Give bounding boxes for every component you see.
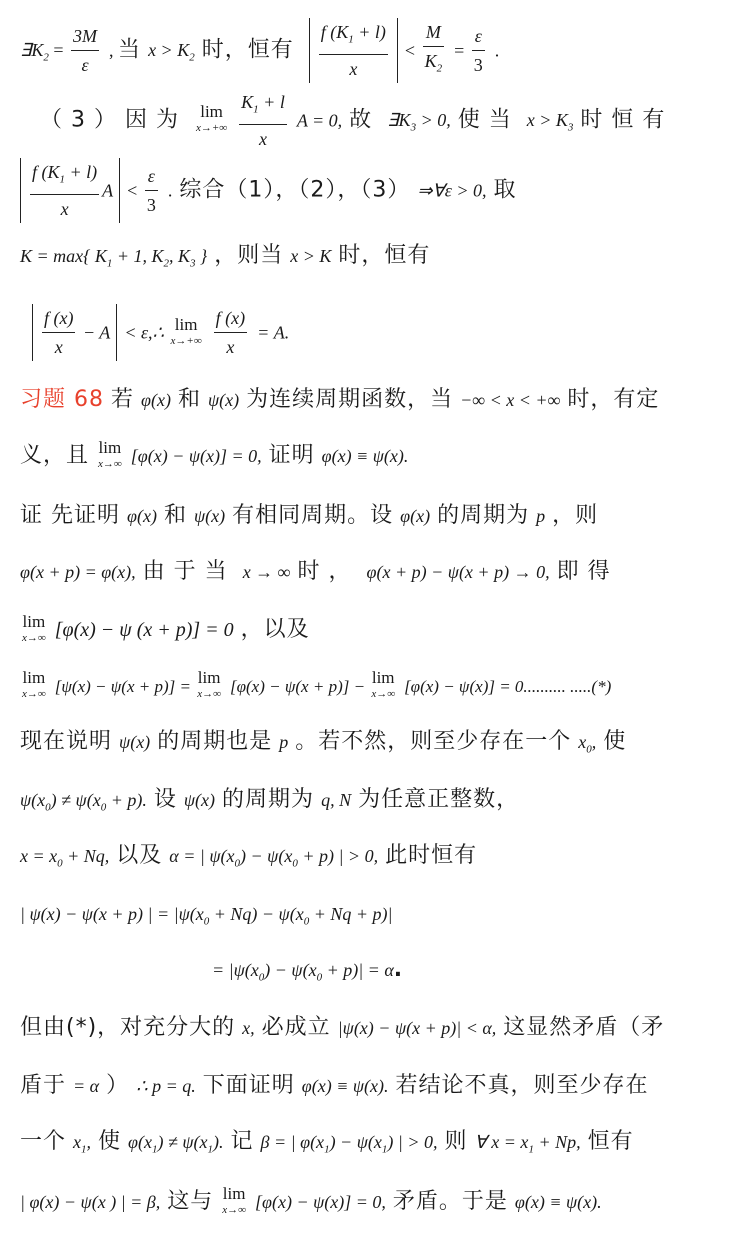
line-6: 习题 68 若 φ(x) 和 ψ(x) 为连续周期函数，当 −∞ < x < +∞ 时，有定	[20, 387, 660, 412]
text: 时恒有	[580, 107, 674, 133]
fraction: $\frac{3M}{\varepsilon}$	[71, 22, 99, 79]
line-17: 但由(*)，对充分大的 x, 必成立 |ψ(x) − ψ(x + p)| < α, 这显然矛盾（矛	[20, 1015, 665, 1040]
text: ，则当	[214, 243, 284, 268]
limit: lim x→+∞	[196, 102, 228, 135]
text: 故	[349, 107, 381, 133]
line-5: $\frac{f (x)}{x}$ − A < ε,∴ lim x→+∞ $\frac{f (x)}{x}$ = A.	[32, 304, 289, 361]
math: $x > K_2$	[148, 40, 195, 64]
line-7: 义，且 lim x→∞ [φ(x) − ψ(x)] = 0, 证明 φ(x) ≡ ψ(x).	[20, 438, 409, 470]
exercise-label: 习题 68	[20, 387, 104, 412]
limit: lim x→+∞	[170, 314, 202, 347]
limit: lim x→∞	[22, 612, 46, 644]
line-14: $x = x_0 + Nq$, 以及 α = | $\psi(x_0) - \psi(x_0 + p)$ | > 0, 此时恒有	[20, 843, 478, 870]
line-12: 现在说明 ψ(x) 的周期也是 p 。若不然，则至少存在一个 $x_0$, 使	[20, 729, 627, 756]
line-4: K = max{ $K_1 + 1$, $K_2$, $K_3$ } ，则当 x > K 时，恒有	[20, 243, 431, 270]
text: 时，恒有	[201, 37, 294, 63]
limit: lim x→∞	[222, 1184, 246, 1216]
text: 取	[493, 177, 517, 203]
line-10: lim x→∞ [φ(x) − ψ (x + p)] = 0 ，以及	[22, 612, 310, 644]
line-15: | ψ(x) − ψ(x + p) | = $|\psi(x_0 + Nq) - \psi(x_0 + Nq + p)|$	[20, 904, 393, 928]
limit: lim x→∞	[371, 668, 396, 700]
math: $\exists K_2$ =	[20, 40, 69, 64]
line-19: 一个 $x_1$, 使 $\varphi(x_1) \ne \psi(x_1)$. 记 β = | $\varphi(x_1) - \psi(x_1)$ | > 0, 则 ∀ $x = x_1 + Np$, 恒有	[20, 1129, 634, 1156]
line-1: $\exists K_2$ = $\frac{3M}{\varepsilon}$ , 当 $x > K_2$ 时，恒有 $\frac{f (K_1 + l)}{x}$ < $\frac{M}{K_2}$ = $\frac{\varepsilon}{3}$ .	[20, 18, 499, 83]
fraction: $\frac{K_1 + l}{x}$	[239, 88, 287, 153]
text: 综合（1），（2），（3）	[179, 177, 411, 203]
limit: lim x→∞	[197, 668, 221, 700]
fraction: $\frac{\varepsilon}{3}$	[472, 22, 485, 79]
limit: lim x→∞	[98, 438, 122, 470]
absolute-value: $\frac{f (K_1 + l)}{x}$	[309, 18, 398, 83]
fraction: $\frac{f (x)}{x}$	[214, 304, 247, 361]
fraction: $\frac{\varepsilon}{3}$	[145, 162, 158, 219]
line-13: $\psi(x_0) \ne \psi(x_0 + p)$. 设 ψ(x) 的周期为 q, N 为任意正整数，	[20, 787, 520, 814]
line-9: φ(x + p) = φ(x), 由于当 x → ∞ 时， φ(x + p) − ψ(x + p) → 0, 即得	[20, 559, 619, 584]
line-20: | φ(x) − ψ(x ) | = β, 这与 lim x→∞ [φ(x) − ψ(x)] = 0, 矛盾。于是 φ(x) ≡ ψ(x).	[20, 1184, 602, 1216]
line-3: $\frac{f (K_1 + l)}{x}$ A < $\frac{\varepsilon}{3}$ . 综合（1），（2），（3） ⇒∀ε > 0, 取	[20, 158, 516, 223]
line-18: 盾于 = α ） ∴ p = q. 下面证明 φ(x) ≡ ψ(x). 若结论不真，则至少存在	[20, 1073, 649, 1098]
line-11: lim x→∞ [ψ(x) − ψ(x + p)] = lim x→∞ [φ(x) − ψ(x + p)] − lim x→∞ [φ(x) − ψ(x)] = 0.......... .....(*)	[22, 668, 612, 700]
text: （3）因为	[40, 107, 187, 133]
line-2: （3）因为 lim x→+∞ $\frac{K_1 + l}{x}$ A = 0, 故 $\exists K_3 > 0$, 使当 $x > K_3$ 时恒有	[40, 88, 673, 153]
line-16: = $|\psi(x_0) - \psi(x_0 + p)| = \alpha$.	[212, 957, 404, 984]
text: 当	[118, 37, 142, 63]
limit: lim x→∞	[22, 668, 46, 700]
text: 时，恒有	[338, 243, 431, 268]
absolute-value: $\frac{f (x)}{x}$ − A	[32, 304, 117, 361]
text: 使当	[457, 107, 520, 133]
absolute-value: $\frac{f (K_1 + l)}{x}$ A	[20, 158, 120, 223]
fraction: $\frac{M}{K_2}$	[423, 18, 445, 83]
line-8: 证 先证明 φ(x) 和 ψ(x) 有相同周期。设 φ(x) 的周期为 p ，则	[20, 503, 599, 528]
